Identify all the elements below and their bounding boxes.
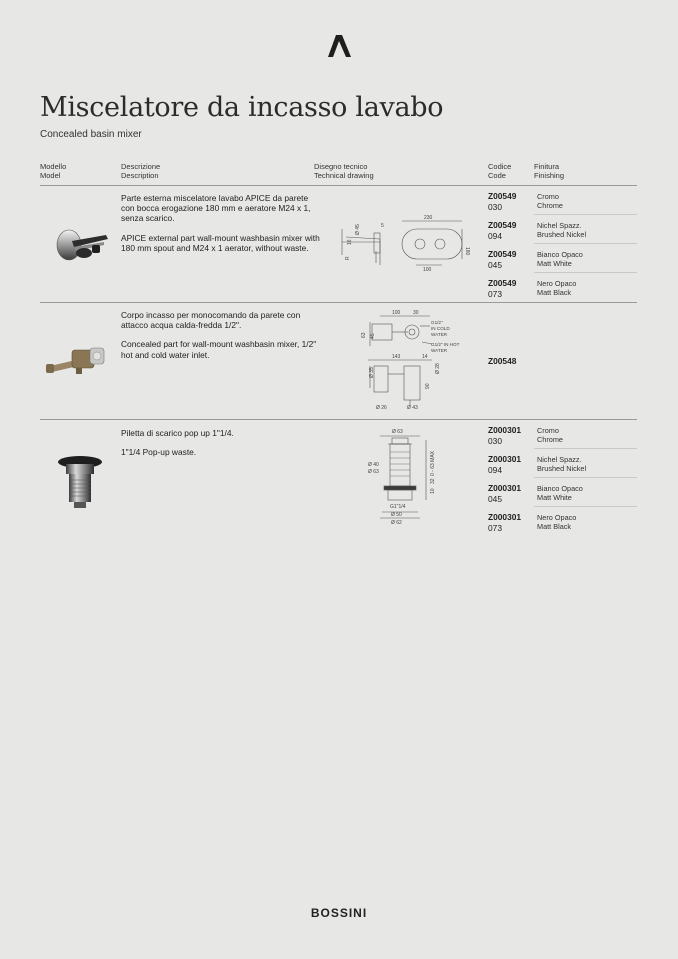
- product-1-finish-3: Bianco Opaco Matt White: [537, 250, 583, 268]
- header-divider: [40, 185, 637, 186]
- col-header-finish: Finitura Finishing: [534, 162, 565, 180]
- dim-143: 143: [392, 354, 401, 360]
- label-g12-hot: G1/2" IN HOT: [431, 342, 460, 347]
- dim-dia50: Ø 50: [391, 512, 402, 518]
- product-2-description: [121, 310, 321, 369]
- product-3-finish-2: Nichel Spazz. Brushed Nickel: [537, 455, 587, 473]
- product-image-external-mixer: [54, 225, 110, 263]
- dim-100: 100: [392, 310, 401, 316]
- col-header-description: Descrizione Description: [121, 162, 161, 180]
- page-title: Miscelatore da incasso lavabo: [40, 92, 444, 123]
- technical-drawing-popup-waste: [366, 426, 446, 528]
- dim-63: 63: [361, 332, 367, 338]
- product-1-code-3: Z00549 045: [488, 249, 517, 270]
- label-water-hot: WATER: [431, 348, 448, 353]
- product-1-description: [121, 193, 321, 262]
- finish-divider: [534, 214, 637, 215]
- col-header-code: Codice Code: [488, 162, 512, 180]
- product-3-finish-3: Bianco Opaco Matt White: [537, 484, 583, 502]
- product-1-finish-4: Nero Opaco Matt Black: [537, 279, 577, 297]
- dim-dia26: Ø 26: [376, 405, 387, 411]
- description-it: Parte esterna miscelatore lavabo APICE da parete con bocca erogazione 180 mm e aeratore M24 x 1, senza scarico.: [121, 193, 311, 224]
- product-3-code-2: Z000301 094: [488, 454, 522, 475]
- dim-dia28: Ø 28: [435, 363, 441, 374]
- product-3-description: [121, 428, 321, 466]
- dim-100: 100: [423, 267, 432, 273]
- finish-divider: [534, 243, 637, 244]
- dim-0-63-max: 0 - 63 MAX: [430, 450, 436, 476]
- dim-90: 90: [425, 383, 431, 389]
- dim-45: 45: [370, 333, 376, 339]
- dim-dia45: Ø 45: [355, 224, 361, 235]
- product-1-finish-1: Cromo Chrome: [537, 192, 563, 210]
- row-divider: [40, 419, 637, 420]
- product-3-finish-4: Nero Opaco Matt Black: [537, 513, 577, 531]
- dim-dia35: Ø 35: [369, 367, 375, 378]
- dim-dia63: Ø 63: [368, 469, 379, 475]
- product-3-code-3: Z000301 045: [488, 483, 522, 504]
- product-1-finish-2: Nichel Spazz. Brushed Nickel: [537, 221, 587, 239]
- dim-r: R: [345, 256, 351, 260]
- product-3-code-1: Z000301 030: [488, 425, 522, 446]
- page-subtitle: Concealed basin mixer: [40, 129, 142, 140]
- col-header-drawing: Disegno tecnico Technical drawing: [314, 162, 374, 180]
- dim-230: 230: [424, 215, 433, 221]
- product-image-popup-waste: [56, 454, 104, 510]
- dim-30: 30: [413, 310, 419, 316]
- product-1-code-2: Z00549 094: [488, 220, 517, 241]
- dim-g114: G1"1/4: [390, 504, 406, 510]
- row-divider: [40, 302, 637, 303]
- dim-dia63-top: Ø 63: [392, 429, 403, 435]
- label-g12-cold: G1/2": [431, 320, 443, 325]
- dim-dia43: Ø 43: [407, 405, 418, 411]
- product-3-finish-1: Cromo Chrome: [537, 426, 563, 444]
- dim-5: 5: [381, 223, 384, 229]
- dim-16: 16: [347, 239, 353, 245]
- product-1-code-1: Z00549 030: [488, 191, 517, 212]
- dim-14: 14: [422, 354, 428, 360]
- label-in-cold: IN COLD: [431, 326, 450, 331]
- dim-180: 180: [464, 247, 470, 256]
- product-image-concealed-body: [46, 344, 112, 376]
- description-en: Concealed part for wall-mount washbasin mixer, 1/2" hot and cold water inlet.: [121, 339, 317, 360]
- finish-divider: [534, 477, 637, 478]
- description-it: Piletta di scarico pop up 1"1/4.: [121, 428, 234, 438]
- dim-dia62: Ø 62: [391, 520, 402, 526]
- dim-32: 32: [430, 478, 436, 484]
- description-it: Corpo incasso per monocomando da parete con attacco acqua calda-fredda 1/2".: [121, 310, 301, 331]
- product-1-code-4: Z00549 073: [488, 278, 517, 299]
- description-en: 1"1/4 Pop-up waste.: [121, 447, 197, 458]
- dim-dia40: Ø 40: [368, 462, 379, 468]
- finish-divider: [534, 272, 637, 273]
- product-2-code-1: Z00548: [488, 356, 517, 366]
- finish-divider: [534, 506, 637, 507]
- dim-10: 10: [430, 488, 436, 494]
- description-en: APICE external part wall-mount washbasin mixer with 180 mm spout and M24 x 1 aerator, without waste.: [121, 232, 320, 253]
- technical-drawing-external-mixer: [336, 215, 476, 273]
- col-header-model: Modello Model: [40, 162, 67, 180]
- product-3-code-4: Z000301 073: [488, 512, 522, 533]
- label-water-cold: WATER: [431, 332, 448, 337]
- technical-drawing-concealed-body: [360, 308, 475, 412]
- finish-divider: [534, 448, 637, 449]
- brand-logo-icon: [327, 35, 351, 57]
- footer-brand: BOSSINI: [310, 906, 368, 920]
